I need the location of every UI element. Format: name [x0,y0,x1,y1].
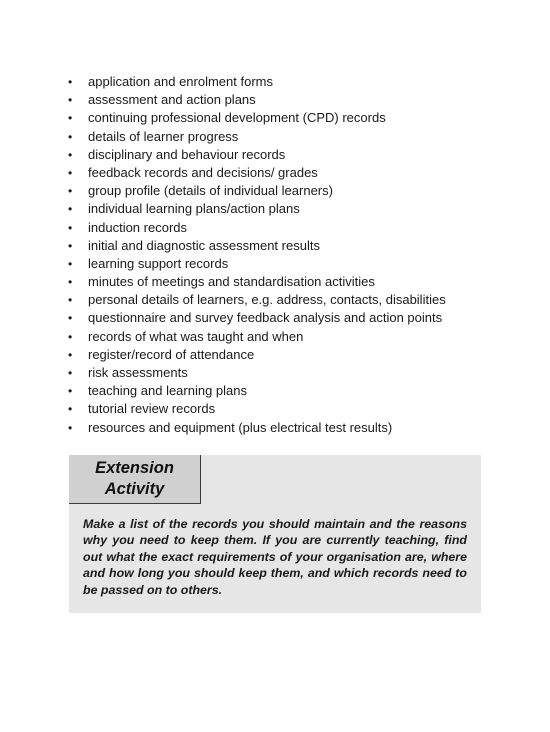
extension-title-line2: Activity [104,480,165,498]
bullet-icon: • [68,184,73,199]
list-item [66,364,506,382]
bullet-icon: • [68,329,73,344]
bullet-icon: • [68,111,73,126]
list-item [66,91,506,109]
list-item [66,200,506,218]
list-item [66,309,506,327]
bullet-icon: • [68,366,73,380]
list-item [66,382,506,400]
list-item [66,328,506,346]
extension-title-line1: Extension [95,459,174,477]
list-item [66,182,506,200]
list-item-text: feedback records and decisions/ grades [88,164,318,180]
list-item [66,128,506,146]
list-item [66,291,506,309]
list-item-text: personal details of learners, e.g. address, contacts, disabilities [88,292,446,308]
bullet-icon: • [68,202,73,217]
list-item-text: minutes of meetings and standardisation activities [88,274,375,290]
list-item-text: assessment and action plans [88,92,256,108]
bullet-icon: • [68,129,73,144]
list-item-text: disciplinary and behaviour records [88,146,286,162]
list-item-text: records of what was taught and when [88,328,304,344]
list-item-text: application and enrolment forms [88,74,273,89]
bullet-icon: • [68,347,73,362]
list-item [66,237,506,255]
list-item-text: group profile (details of individual learners) [88,183,333,199]
bullet-icon: • [68,384,73,399]
list-item [66,109,506,127]
list-item [66,164,506,182]
bullet-icon: • [68,93,73,108]
bullet-icon: • [68,275,73,290]
bullet-icon: • [68,220,73,235]
bullet-icon: • [68,311,73,326]
list-item [66,219,506,237]
extension-activity-heading [69,455,201,504]
list-item-text: initial and diagnostic assessment results [88,237,320,253]
bullet-icon: • [68,165,73,180]
bullet-icon: • [68,293,73,308]
bullet-icon: • [68,75,73,89]
list-item-text: tutorial review records [88,401,216,417]
list-item [66,273,506,291]
list-item [66,400,506,418]
list-item-text: continuing professional development (CPD) records [88,110,386,126]
list-item-text: register/record of attendance [88,346,255,362]
list-item [66,73,506,91]
list-item [66,255,506,273]
list-item-text: individual learning plans/action plans [88,201,300,217]
list-item-text: resources and equipment (plus electrical test results) [88,419,393,435]
list-item-text: teaching and learning plans [88,383,248,399]
bullet-icon: • [68,256,73,271]
list-item-text: details of learner progress [88,128,239,144]
list-item [66,146,506,164]
list-item-text: learning support records [88,255,229,271]
extension-activity-box [69,455,481,613]
records-list [66,73,506,437]
bullet-icon: • [68,402,73,417]
list-item-text: risk assessments [88,365,188,380]
bullet-icon: • [68,238,73,253]
list-item-text: questionnaire and survey feedback analysis and action points [88,310,443,326]
list-item [66,346,506,364]
bullet-icon: • [68,420,73,435]
extension-activity-text: Make a list of the records you should maintain and the reasons why you need to keep them. If you are currently teaching, find out what the exact requirements of your organisation are, where and how long you should keep them, and which records need to be passed on to others. [83,517,467,597]
list-item [66,419,506,437]
bullet-icon: • [68,147,73,162]
list-item-text: induction records [88,219,187,235]
